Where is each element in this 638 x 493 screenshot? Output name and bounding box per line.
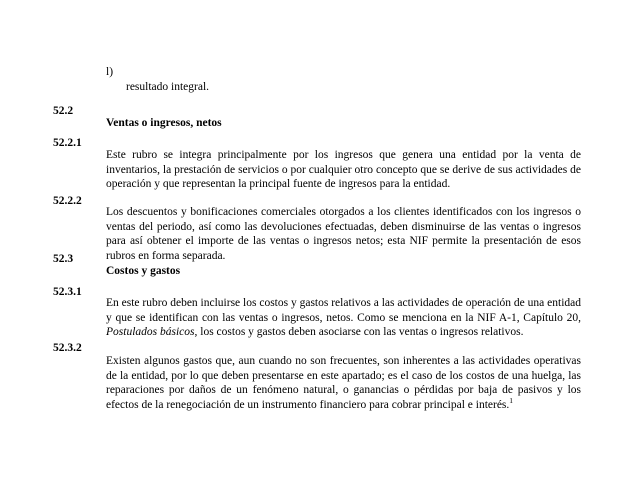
list-item-l [106,65,113,79]
section-heading-52-2: Ventas o ingresos, netos [106,117,222,129]
section-number-52-3: 52.3 [53,253,74,265]
paragraph-52-3-1 [106,296,581,340]
paragraph-52-3-1-italic-title: Postulados básicos [106,326,195,339]
paragraph-52-3-2 [106,354,581,412]
paragraph-number-52-2-2: 52.2.2 [53,195,82,207]
list-item-l-text: resultado integral. [126,81,210,93]
footnote-reference[interactable]: 1 [509,395,514,405]
paragraph-number-52-2-1: 52.2.1 [53,137,82,149]
paragraph-number-52-3-2: 52.3.2 [53,342,82,354]
paragraph-52-3-1-text-before: En este rubro deben incluirse los costos y gastos relativos a las actividades de operación de una entidad y que se identifican con las ventas o ingresos, netos. Como se menciona en la NIF A-1, Capítulo 20, [106,297,581,324]
section-number-52-2: 52.2 [53,105,74,117]
paragraph-52-2-2: Los descuentos y bonificaciones comerciales otorgados a los clientes identificados con los ingresos o ventas del periodo, así como las devoluciones efectuadas, deben disminuirse de las ventas o ingresos para así obtener el importe de las ventas o ingresos netos; esta NIF permite la presentación de esos rubros en forma separada. [106,206,581,262]
section-heading-52-3: Costos y gastos [106,265,181,277]
paragraph-52-2-1: Este rubro se integra principalmente por los ingresos que genera una entidad por la venta de inventarios, la prestación de servicios o por cualquier otro concepto que se derive de sus actividades de operación y que representan la principal fuente de ingresos para la entidad. [106,149,581,191]
paragraph-number-52-3-1: 52.3.1 [53,286,82,298]
list-marker: l) [106,66,114,78]
paragraph-52-3-1-text-after: , los costos y gastos deben asociarse con las ventas o ingresos relativos. [194,326,524,339]
paragraph-52-3-2-text: Existen algunos gastos que, aun cuando no son frecuentes, son inherentes a las actividades operativas de la entidad, por lo que deben presentarse en este apartado; es el caso de los costos de una huelga, las reparaciones por daños de un fenómeno natural, o ganancias o pérdidas por baja de pasivos y los efectos de la renegociación de un instrumento financiero para cobrar principal e interés. [106,355,581,411]
